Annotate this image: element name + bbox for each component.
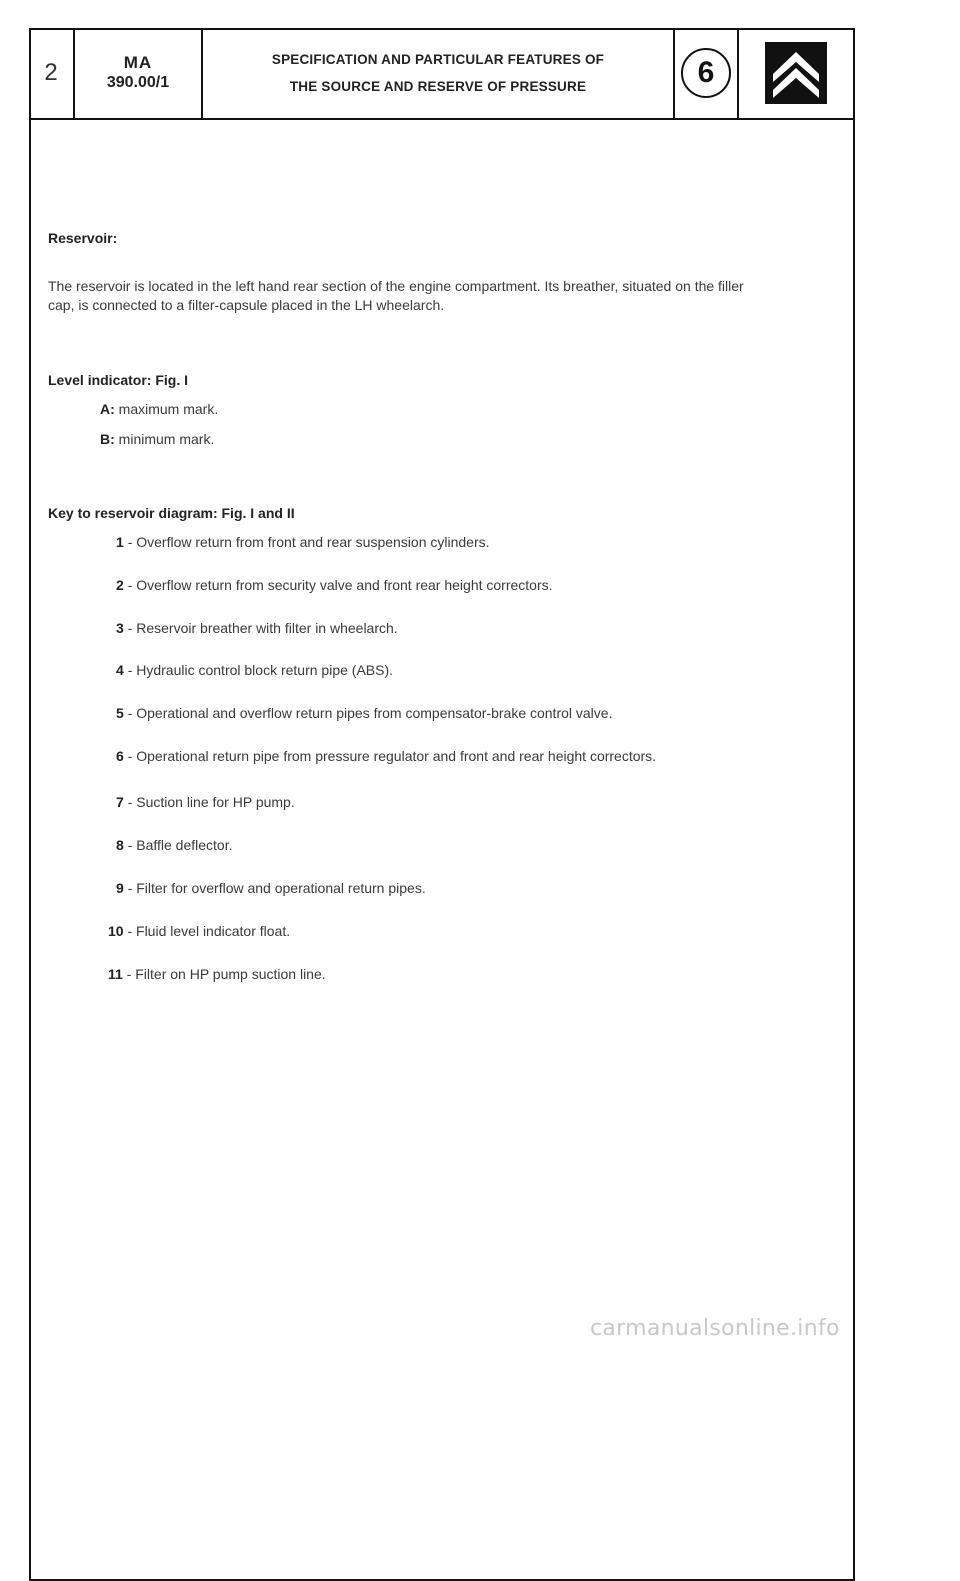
item-text: - Overflow return from front and rear suspension cylinders. — [127, 534, 490, 550]
citroen-double-chevron-icon — [765, 42, 827, 104]
item-number: 11 — [108, 966, 123, 982]
item-text: - Filter on HP pump suction line. — [126, 966, 326, 982]
item-text: - Suction line for HP pump. — [127, 794, 295, 810]
section-number: 6 — [697, 56, 715, 89]
document-header — [29, 28, 855, 120]
list-item — [116, 880, 426, 896]
section-badge — [675, 28, 737, 118]
item-text: - Fluid level indicator float. — [127, 923, 291, 939]
list-item — [116, 748, 656, 764]
item-number: 4 — [116, 662, 124, 678]
list-item — [116, 620, 398, 636]
brand-logo — [739, 28, 853, 118]
item-text: - Baffle deflector. — [127, 837, 233, 853]
key-diagram-heading: Key to reservoir diagram: Fig. I and II — [48, 505, 295, 521]
level-indicator-heading: Level indicator: Fig. I — [48, 372, 189, 388]
item-text: maximum mark. — [118, 401, 219, 417]
item-number: 8 — [116, 837, 124, 853]
list-item — [116, 534, 490, 550]
item-number: 7 — [116, 794, 124, 810]
reservoir-text-line-1: The reservoir is located in the left hand rear section of the engine compartment. Its breather, situated on the filler — [48, 278, 744, 294]
item-number: 1 — [116, 534, 124, 550]
watermark: carmanualsonline.info — [590, 1316, 840, 1341]
item-number: 3 — [116, 620, 124, 636]
item-number: 2 — [116, 577, 124, 593]
list-item — [100, 431, 214, 447]
item-text: minimum mark. — [118, 431, 215, 447]
list-item — [116, 662, 393, 678]
list-item — [116, 837, 233, 853]
document-reference — [75, 28, 201, 118]
item-key: A: — [100, 401, 115, 417]
item-text: - Operational and overflow return pipes from compensator-brake control valve. — [127, 705, 613, 721]
item-key: B: — [100, 431, 115, 447]
item-number: 6 — [116, 748, 124, 764]
item-number: 9 — [116, 880, 124, 896]
page-title — [203, 28, 673, 118]
list-item — [100, 401, 218, 417]
reference-number: 390.00/1 — [106, 74, 170, 91]
item-text: - Filter for overflow and operational return pipes. — [127, 880, 426, 896]
section-number-circle — [681, 48, 731, 98]
reservoir-text-line-2: cap, is connected to a filter-capsule placed in the LH wheelarch. — [48, 297, 445, 313]
title-line-1: SPECIFICATION AND PARTICULAR FEATURES OF — [271, 52, 605, 67]
item-text: - Operational return pipe from pressure regulator and front and rear height correctors. — [127, 748, 657, 764]
list-item — [116, 705, 612, 721]
list-item — [116, 794, 295, 810]
page-number: 2 — [44, 59, 58, 86]
reservoir-heading: Reservoir: — [48, 230, 118, 246]
item-text: - Overflow return from security valve and front rear height correctors. — [127, 577, 553, 593]
item-text: - Hydraulic control block return pipe (ABS). — [127, 662, 394, 678]
list-item — [116, 577, 553, 593]
title-line-2: THE SOURCE AND RESERVE OF PRESSURE — [289, 79, 587, 94]
item-number: 10 — [108, 923, 124, 939]
list-item — [108, 966, 326, 982]
item-number: 5 — [116, 705, 124, 721]
reference-code: MA — [123, 53, 153, 72]
item-text: - Reservoir breather with filter in wheelarch. — [127, 620, 398, 636]
list-item — [108, 923, 290, 939]
